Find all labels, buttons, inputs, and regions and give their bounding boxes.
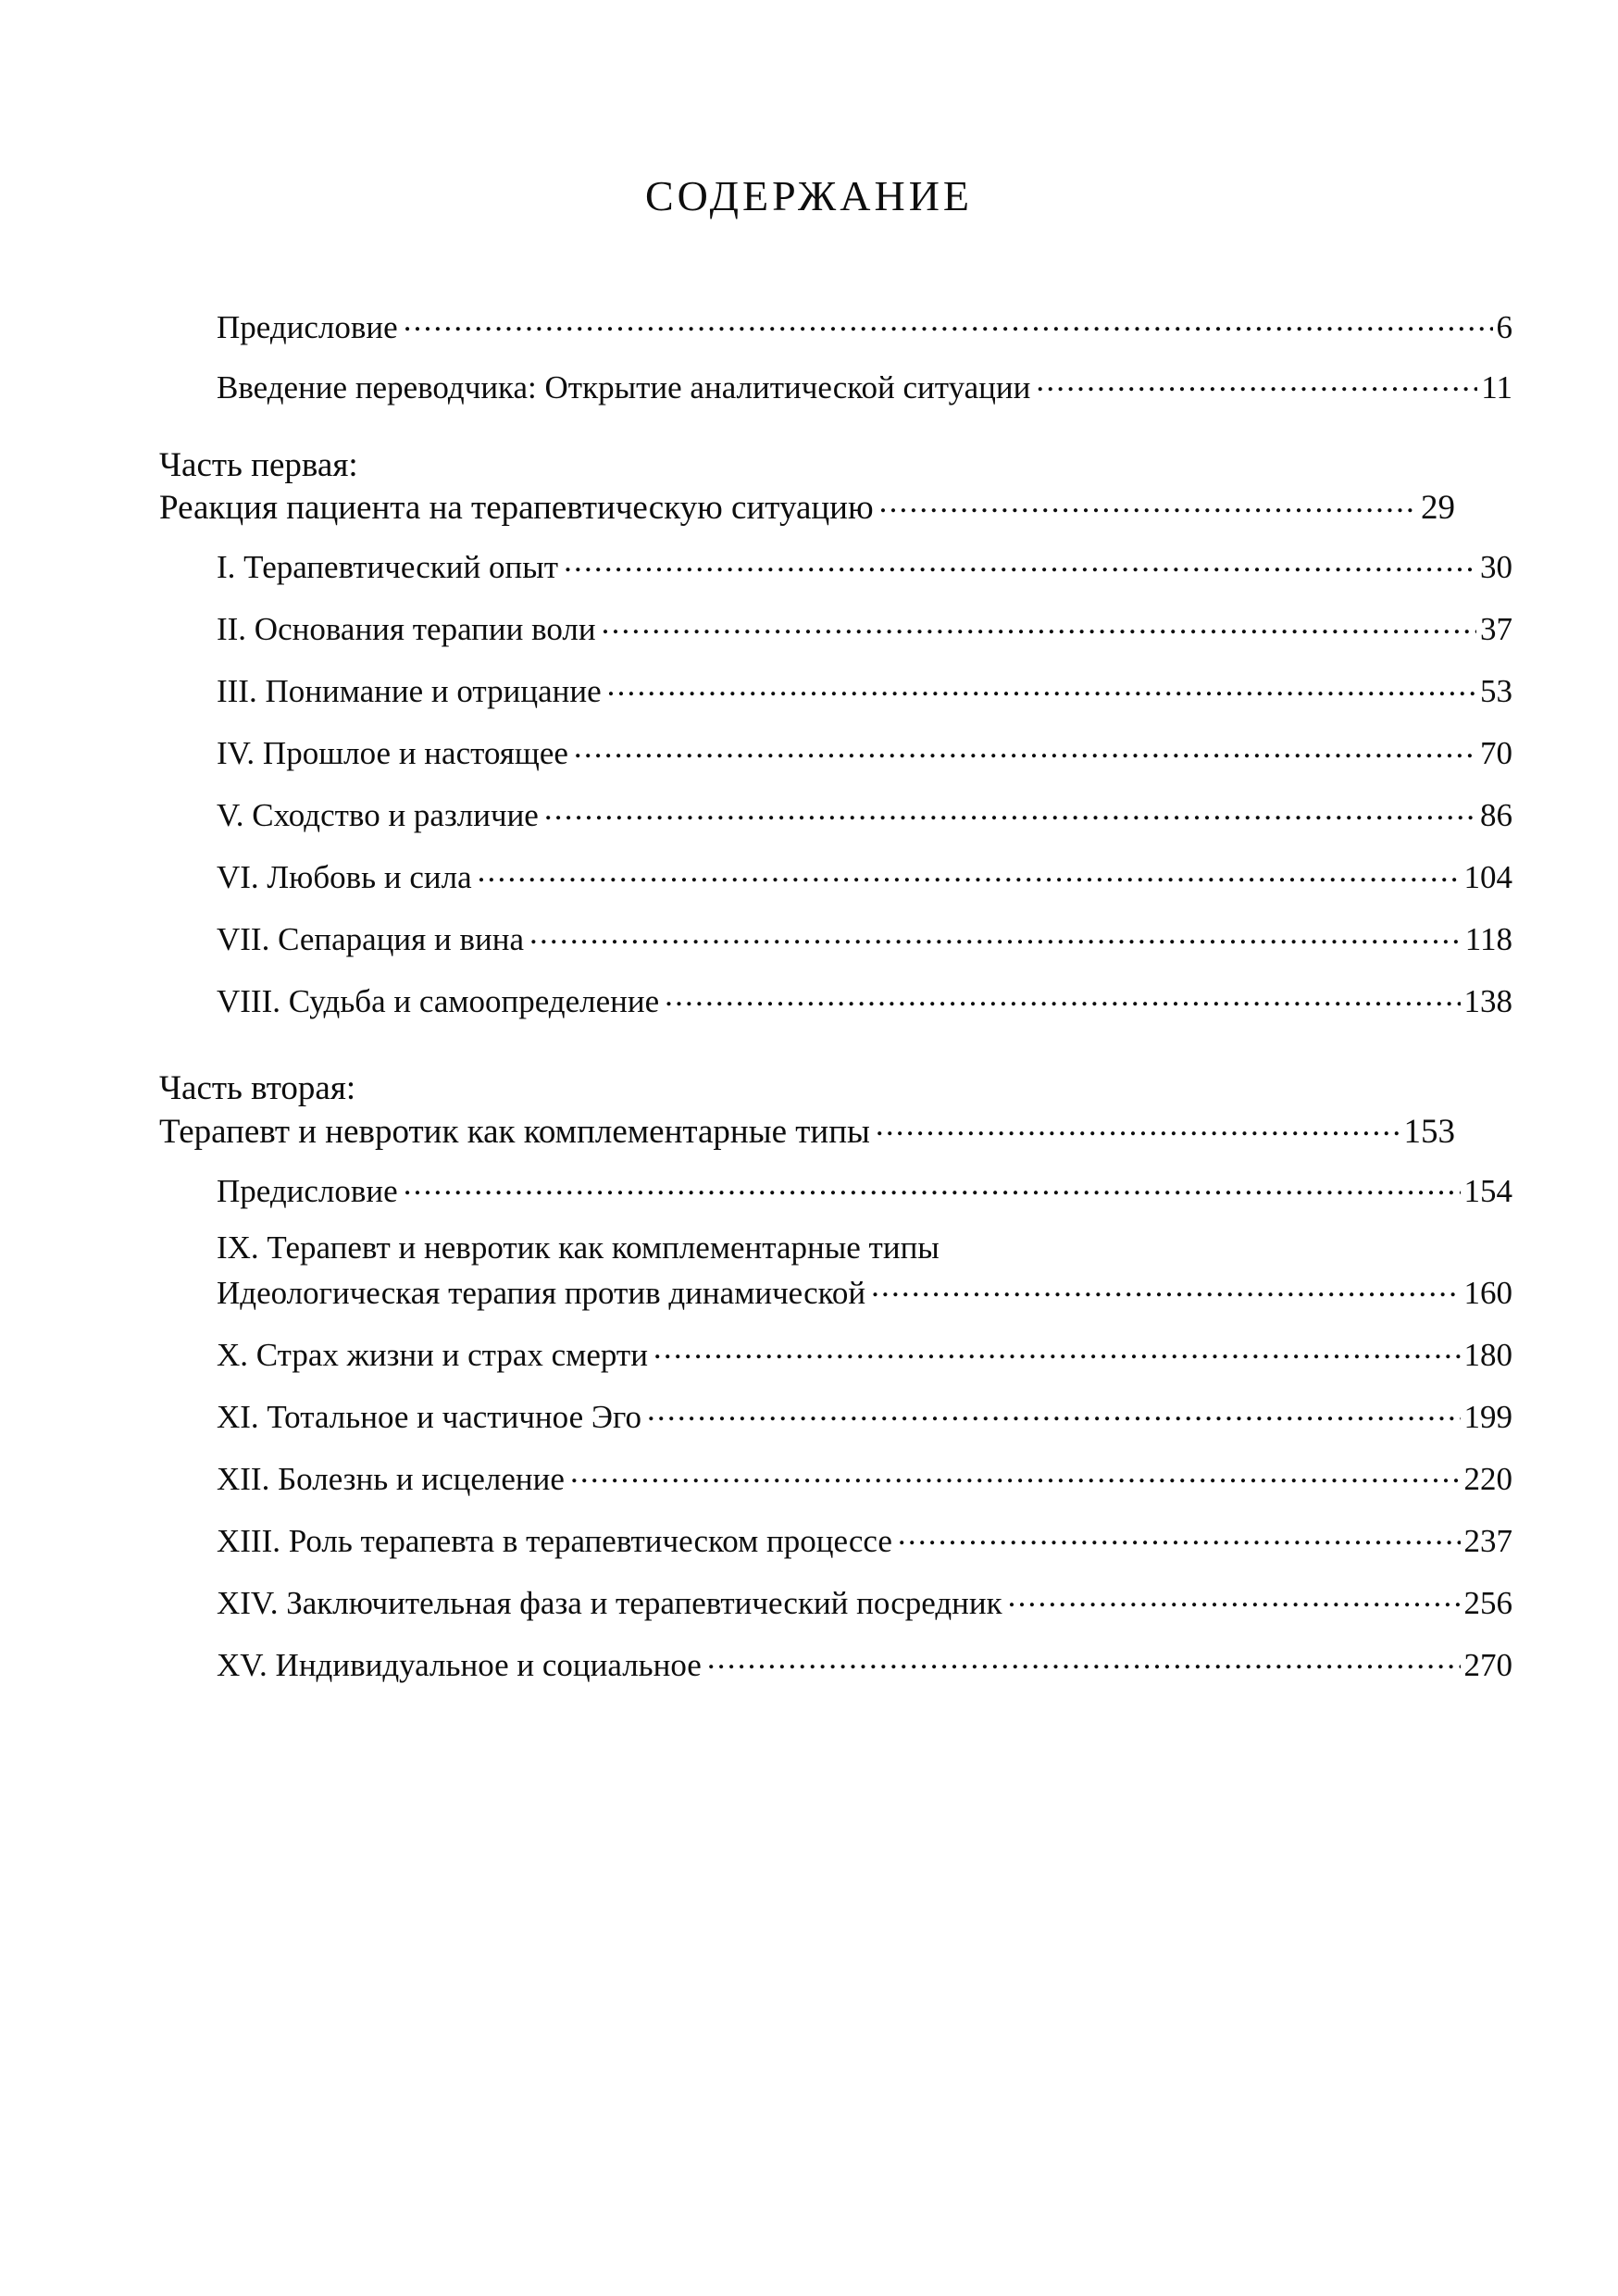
toc-entry-p1-ch6[interactable] xyxy=(217,855,1512,896)
toc-entry-page: 160 xyxy=(1463,1274,1512,1311)
toc-entry-page: 86 xyxy=(1480,797,1512,834)
toc-list xyxy=(159,306,1512,1705)
toc-entry-page: 220 xyxy=(1463,1460,1512,1497)
part-one-title: Реакция пациента на терапевтическую ситуацию xyxy=(159,489,874,528)
part-two-page: 153 xyxy=(1403,1112,1455,1151)
toc-entry-page: 154 xyxy=(1463,1172,1512,1209)
toc-entry-label: XIII. Роль терапевта в терапевтическом процессе xyxy=(217,1522,892,1559)
toc-entry-label: X. Страх жизни и страх смерти xyxy=(217,1336,648,1373)
leader-dots xyxy=(647,1395,1461,1428)
toc-entry-p1-ch5[interactable] xyxy=(217,793,1512,834)
toc-entry-label: VII. Сепарация и вина xyxy=(217,921,525,958)
leader-dots xyxy=(404,1169,1461,1202)
toc-entry-page: 53 xyxy=(1480,673,1512,710)
toc-entry-preface[interactable] xyxy=(217,306,1512,343)
toc-entry-page: 30 xyxy=(1480,549,1512,586)
part-two-title-row[interactable] xyxy=(159,1108,1455,1149)
toc-entry-page: 70 xyxy=(1480,735,1512,772)
part-one-page: 29 xyxy=(1421,489,1455,528)
toc-entry-p1-ch4[interactable] xyxy=(217,731,1512,772)
toc-entry-label: Введение переводчика: Открытие аналитической ситуации xyxy=(217,369,1031,406)
leader-dots xyxy=(570,1457,1461,1490)
leader-dots xyxy=(602,607,1476,640)
toc-entry-page: 180 xyxy=(1463,1336,1512,1373)
part-one-label: Часть первая: xyxy=(159,446,358,484)
toc-entry-page: 6 xyxy=(1496,309,1512,345)
leader-dots xyxy=(529,917,1462,950)
toc-entry-p2-ch14[interactable] xyxy=(217,1581,1512,1619)
toc-entry-p2-ch10[interactable] xyxy=(217,1333,1512,1371)
toc-entry-p2-ch9-line1[interactable]: IX. Терапевт и невротик как комплементарные типы xyxy=(217,1229,940,1266)
toc-entry-page: 270 xyxy=(1463,1646,1512,1683)
toc-entry-p1-ch3[interactable] xyxy=(217,669,1512,710)
toc-entry-label: VI. Любовь и сила xyxy=(217,859,472,896)
toc-entry-label: IV. Прошлое и настоящее xyxy=(217,735,568,772)
leader-dots xyxy=(879,484,1417,518)
toc-entry-label: XIV. Заключительная фаза и терапевтический посредник xyxy=(217,1584,1002,1621)
toc-entry-label: VIII. Судьба и самоопределение xyxy=(217,983,660,1020)
toc-entry-label: Предисловие xyxy=(217,1172,398,1209)
leader-dots xyxy=(574,731,1476,764)
page-title: СОДЕРЖАНИЕ xyxy=(644,172,974,219)
toc-entry-page: 199 xyxy=(1463,1398,1512,1435)
leader-dots xyxy=(898,1519,1461,1552)
toc-entry-translator-intro[interactable] xyxy=(217,366,1512,404)
part-two-title: Терапевт и невротик как комплементарные типы xyxy=(159,1112,870,1151)
toc-entry-label: III. Понимание и отрицание xyxy=(217,673,602,710)
leader-dots xyxy=(707,1643,1461,1676)
leader-dots xyxy=(404,306,1493,338)
toc-entry-page: 138 xyxy=(1463,983,1512,1020)
leader-dots xyxy=(871,1271,1460,1304)
leader-dots xyxy=(665,980,1460,1012)
leader-dots xyxy=(607,669,1476,702)
toc-entry-page: 11 xyxy=(1481,369,1512,406)
toc-entry-p1-ch7[interactable] xyxy=(217,917,1512,958)
toc-entry-p2-ch12[interactable] xyxy=(217,1457,1512,1495)
leader-dots xyxy=(876,1108,1400,1142)
toc-entry-page: 104 xyxy=(1463,859,1512,896)
toc-entry-label: Предисловие xyxy=(217,309,398,345)
toc-entry-p2-ch15[interactable] xyxy=(217,1643,1512,1681)
toc-entry-page: 37 xyxy=(1480,611,1512,648)
toc-entry-label: Идеологическая терапия против динамической xyxy=(217,1274,866,1311)
leader-dots xyxy=(564,545,1476,578)
toc-entry-label: XII. Болезнь и исцеление xyxy=(217,1460,565,1497)
toc-entry-p2-ch9-line2[interactable] xyxy=(217,1271,1512,1309)
leader-dots xyxy=(653,1333,1461,1366)
toc-entry-p2-preface[interactable] xyxy=(217,1169,1512,1207)
leader-dots xyxy=(1008,1581,1461,1614)
toc-entry-label: I. Терапевтический опыт xyxy=(217,549,559,586)
toc-entry-page: 256 xyxy=(1463,1584,1512,1621)
leader-dots xyxy=(544,793,1476,826)
toc-entry-page: 118 xyxy=(1464,921,1512,958)
toc-entry-p1-ch1[interactable] xyxy=(217,545,1512,586)
leader-dots xyxy=(478,855,1461,888)
toc-entry-p2-ch11[interactable] xyxy=(217,1395,1512,1433)
leader-dots xyxy=(1036,366,1477,398)
toc-entry-page: 237 xyxy=(1463,1522,1512,1559)
toc-entry-label: XV. Индивидуальное и социальное xyxy=(217,1646,702,1683)
part-one-title-row[interactable] xyxy=(159,484,1455,528)
toc-entry-label: XI. Тотальное и частичное Эго xyxy=(217,1398,641,1435)
toc-entry-p1-ch2[interactable] xyxy=(217,607,1512,648)
toc-entry-p1-ch8[interactable] xyxy=(217,980,1512,1020)
toc-entry-label: II. Основания терапии воли xyxy=(217,611,596,648)
toc-entry-p2-ch13[interactable] xyxy=(217,1519,1512,1557)
toc-entry-label: V. Сходство и различие xyxy=(217,797,539,834)
part-two-label: Часть вторая: xyxy=(159,1069,356,1108)
